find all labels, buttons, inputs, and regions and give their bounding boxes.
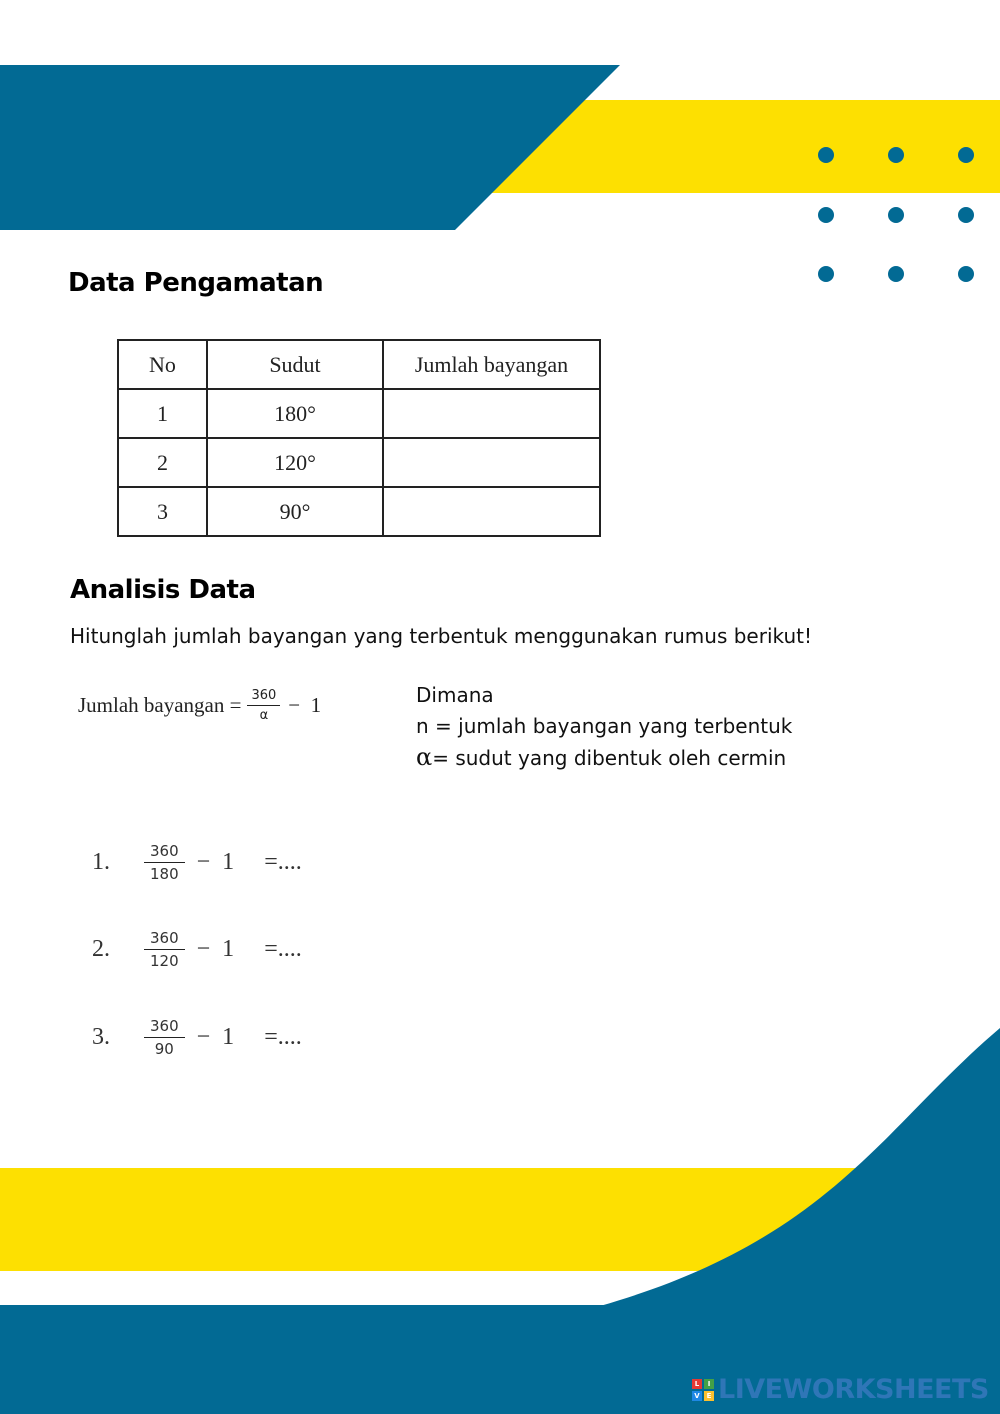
formula-numerator: 360 [247,688,280,706]
cell-sudut: 120° [207,438,383,487]
logo-letter-l: L [692,1379,702,1389]
legend-line-n: n = jumlah bayangan yang terbentuk [416,714,793,738]
observation-table [117,339,601,537]
problem-fraction [144,842,185,883]
problem-2 [92,929,302,970]
cell-jumlah-input[interactable] [383,487,600,536]
table-header-row [118,340,600,389]
cell-jumlah-input[interactable] [383,389,600,438]
alpha-symbol: α [416,743,433,771]
problem-index: 2. [92,936,110,962]
header-sudut: Sudut [207,340,383,389]
problem-denominator: 180 [150,865,179,883]
legend-line-alpha [416,742,792,774]
liveworksheets-logo-icon [692,1379,714,1401]
section-title-analisis-data: Analisis Data [70,575,256,605]
problem-minus: − 1 [196,1024,235,1050]
section-title-data-pengamatan: Data Pengamatan [68,268,324,298]
problem-denominator: 120 [150,952,179,970]
problem-numerator: 360 [144,929,185,950]
problem-minus: − 1 [196,936,235,962]
liveworksheets-logo-text: LIVEWORKSHEETS [718,1374,989,1405]
problem-minus: − 1 [196,849,235,875]
problem-1 [92,842,302,883]
problem-3 [92,1017,302,1058]
formula-label: Jumlah bayangan = [78,693,242,717]
table-row [118,487,600,536]
table-row [118,389,600,438]
instruction-text: Hitunglah jumlah bayangan yang terbentuk menggunakan rumus berikut! [70,624,813,648]
top-teal-banner [0,65,620,230]
formula [78,688,321,723]
problem-fraction [144,929,185,970]
cell-sudut: 180° [207,389,383,438]
problem-answer-blank[interactable]: =.... [264,1024,302,1050]
formula-denominator: α [259,708,269,723]
header-no: No [118,340,207,389]
cell-no: 1 [118,389,207,438]
formula-legend [416,680,792,774]
problem-answer-blank[interactable]: =.... [264,936,302,962]
logo-letter-v: V [692,1391,702,1401]
header-jumlah-bayangan: Jumlah bayangan [383,340,600,389]
problem-numerator: 360 [144,1017,185,1038]
liveworksheets-logo [692,1374,989,1405]
cell-no: 2 [118,438,207,487]
problem-denominator: 90 [154,1040,174,1058]
problem-numerator: 360 [144,842,185,863]
table-row [118,438,600,487]
legend-heading: Dimana [416,683,494,707]
formula-fraction [247,688,280,723]
logo-letter-e: E [704,1391,714,1401]
problem-index: 3. [92,1024,110,1050]
cell-sudut: 90° [207,487,383,536]
cell-no: 3 [118,487,207,536]
problem-index: 1. [92,849,110,875]
problem-answer-blank[interactable]: =.... [264,849,302,875]
logo-letter-i: I [704,1379,714,1389]
cell-jumlah-input[interactable] [383,438,600,487]
legend-alpha-text: = sudut yang dibentuk oleh cermin [432,746,787,770]
problem-fraction [144,1017,185,1058]
formula-tail: − 1 [288,693,322,717]
